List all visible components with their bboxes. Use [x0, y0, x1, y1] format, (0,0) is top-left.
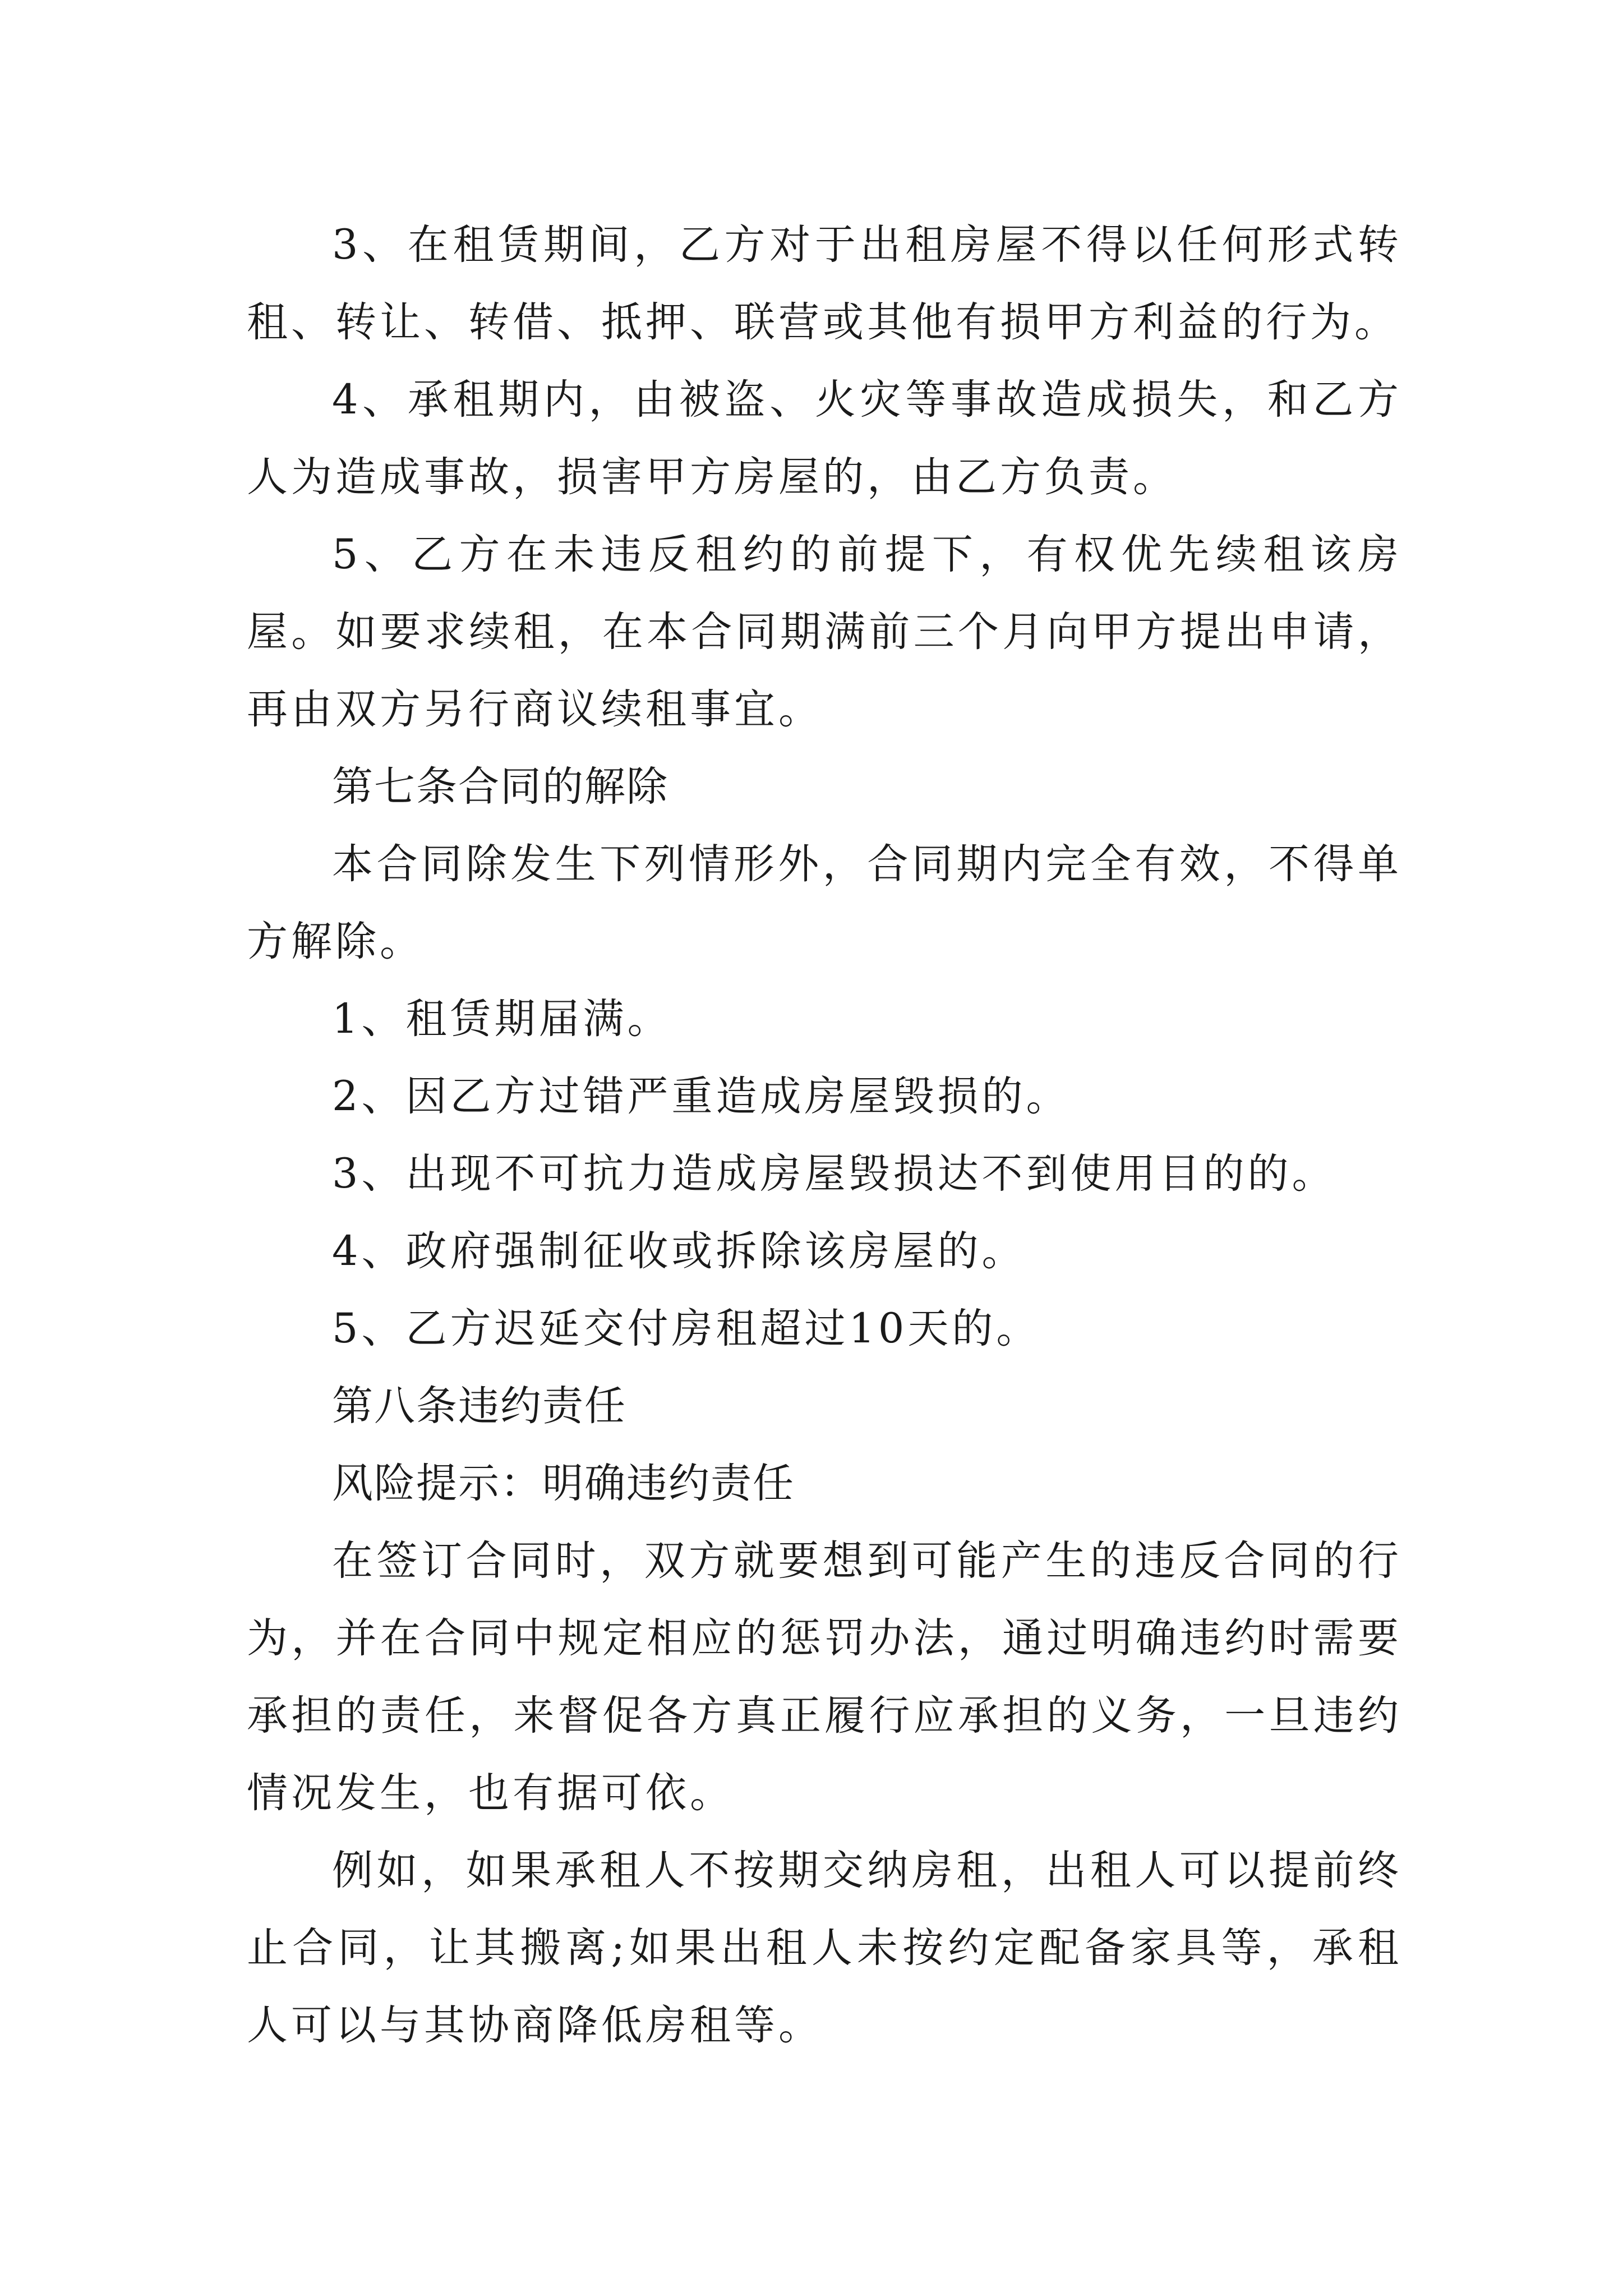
clause-paragraph: 本合同除发生下列情形外，合同期内完全有效，不得单方解除。 — [247, 840, 1402, 965]
clause-paragraph: 3、在租赁期间，乙方对于出租房屋不得以任何形式转租、转让、转借、抵押、联营或其他有损甲方利益的行为。 — [247, 221, 1402, 346]
section-heading: 第七条合同的解除 — [332, 763, 668, 811]
list-item: 4、政府强制征收或拆除该房屋的。 — [332, 1227, 1026, 1275]
list-item: 1、租赁期届满。 — [332, 995, 672, 1043]
risk-tip-heading: 风险提示：明确违约责任 — [332, 1460, 795, 1507]
document-body — [247, 206, 1402, 2064]
clause-paragraph: 在签订合同时，双方就要想到可能产生的违反合同的行为，并在合同中规定相应的惩罚办法，通过明确违约时需要承担的责任，来督促各方真正履行应承担的义务，一旦违约情况发生，也有据可依。 — [247, 1537, 1402, 1817]
clause-paragraph: 4、承租期内，由被盗、火灾等事故造成损失，和乙方人为造成事故，损害甲方房屋的，由乙方负责。 — [247, 376, 1402, 501]
list-item: 2、因乙方过错严重造成房屋毁损的。 — [332, 1073, 1071, 1120]
clause-paragraph: 5、乙方在未违反租约的前提下，有权优先续租该房屋。如要求续租，在本合同期满前三个月向甲方提出申请，再由双方另行商议续租事宜。 — [247, 531, 1402, 733]
list-item: 3、出现不可抗力造成房屋毁损达不到使用目的的。 — [332, 1150, 1336, 1198]
example-paragraph: 例如，如果承租人不按期交纳房租，出租人可以提前终止合同，让其搬离;如果出租人未按约定配备家具等，承租人可以与其协商降低房租等。 — [247, 1847, 1402, 2049]
section-heading: 第八条违约责任 — [332, 1382, 626, 1430]
list-item: 5、乙方迟延交付房租超过10天的。 — [332, 1305, 1041, 1352]
